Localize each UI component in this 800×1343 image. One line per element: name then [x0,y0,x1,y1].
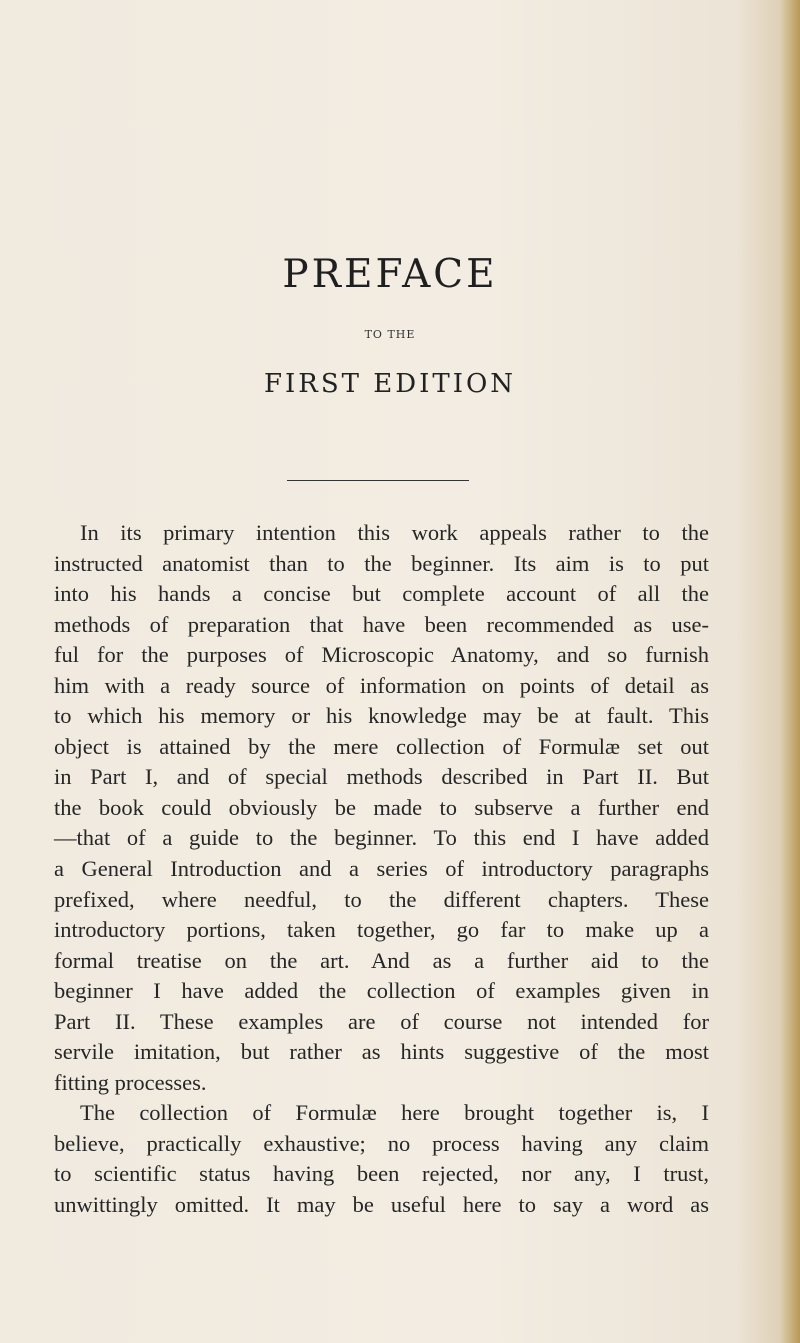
text-line: beginner I have added the collection of examples given in [54,978,709,1004]
text-line: prefixed, where needful, to the different chapters. These [54,886,709,912]
text-line: methods of preparation that have been recommended as use- [54,611,709,637]
text-line: him with a ready source of information on points of detail as [54,672,709,698]
text-line: to which his memory or his knowledge may be at fault. This [54,703,709,729]
text-line: in Part I, and of special methods described in Part II. But [54,764,709,790]
text-line: a General Introduction and a series of introductory paragraphs [54,856,709,882]
text-line: formal treatise on the art. And as a further aid to the [54,947,709,973]
text-line: unwittingly omitted. It may be useful here to say a word as [54,1192,709,1218]
text-line: instructed anatomist than to the beginner. Its aim is to put [54,550,709,576]
text-line: In its primary intention this work appeals rather to the [80,520,709,545]
text-line: into his hands a concise but complete account of all the [54,581,709,607]
page-subtitle: FIRST EDITION [263,369,517,399]
text-line: to scientific status having been rejected, nor any, I trust, [54,1161,709,1187]
text-line: believe, practically exhaustive; no process having any claim [54,1130,709,1156]
text-line: Part II. These examples are of course not intended for [54,1008,709,1034]
text-line: The collection of Formulæ here brought together is, I [80,1100,709,1126]
text-line: —that of a guide to the beginner. To this end I have added [54,825,709,851]
text-line: the book could obviously be made to subserve a further end [54,794,709,820]
page-title: PREFACE [282,252,498,297]
text-line: introductory portions, taken together, go far to make up a [54,917,709,943]
title-divider [287,480,469,481]
page-subtitle-connector: TO THE [364,328,416,341]
body-text [54,518,709,1221]
text-line: object is attained by the mere collection of Formulæ set out [54,733,709,759]
text-line: ful for the purposes of Microscopic Anatomy, and so furnish [54,642,709,668]
text-line: servile imitation, but rather as hints suggestive of the most [54,1039,709,1065]
page-edge-shadow [780,0,800,1343]
text-line: fitting processes. [54,1069,207,1095]
